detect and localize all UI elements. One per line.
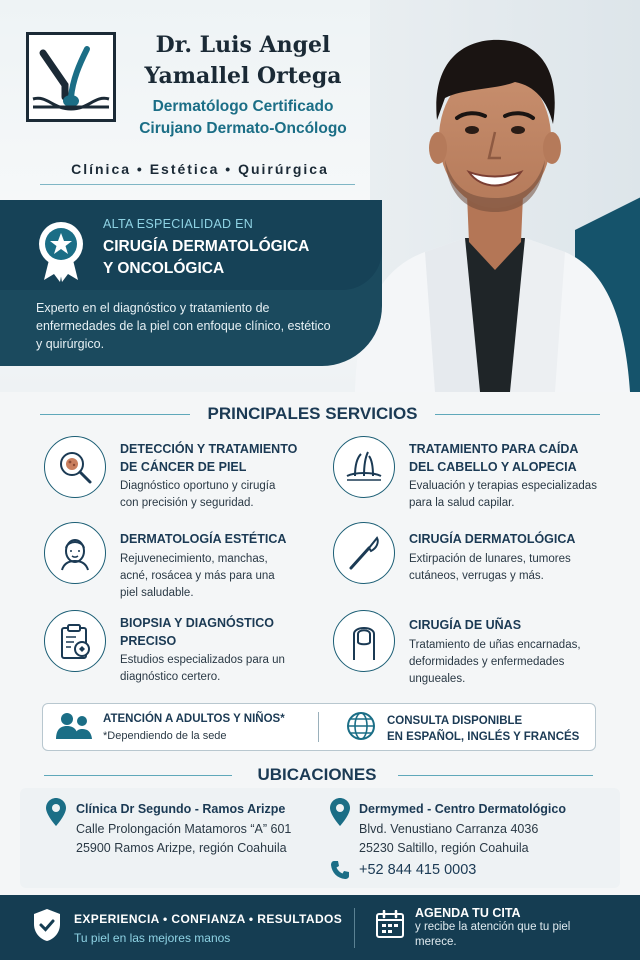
people-icon <box>56 711 92 739</box>
service-hair-loss <box>333 436 623 516</box>
location-address: Calle Prolongación Matamoros “A” 601 25900 Ramos Arizpe, región Coahuila <box>76 822 292 855</box>
services-title: PRINCIPALES SERVICIOS <box>207 404 418 423</box>
service-title: CIRUGÍA DE UÑAS <box>409 618 522 632</box>
service-title: DETECCIÓN Y TRATAMIENTO DE CÁNCER DE PIEL <box>120 442 298 474</box>
scalpel-icon <box>333 522 395 584</box>
doctor-portrait <box>345 20 640 392</box>
fingernail-icon <box>333 610 395 672</box>
service-description: Estudios especializados para un diagnóstico certero. <box>120 654 285 683</box>
hair-follicle-icon <box>333 436 395 498</box>
globe-icon <box>346 711 376 741</box>
location-pin-icon <box>46 798 66 826</box>
banner-kicker: ALTA ESPECIALIDAD EN <box>103 217 254 231</box>
service-title: DERMATOLOGÍA ESTÉTICA <box>120 532 287 546</box>
face-icon <box>44 522 106 584</box>
attention-title: ATENCIÓN A ADULTOS Y NIÑOS* <box>103 713 285 725</box>
divider <box>318 712 319 742</box>
footer-tagline: Tu piel en las mejores manos <box>74 931 231 945</box>
appointment-cta-text: y recibe la atención que tu piel merece. <box>415 921 571 948</box>
service-title: CIRUGÍA DERMATOLÓGICA <box>409 532 576 546</box>
divider <box>40 184 355 185</box>
location-name: Dermymed - Centro Dermatológico <box>359 802 566 816</box>
divider <box>44 775 232 776</box>
service-description: Evaluación y terapias especializadas para la salud capilar. <box>409 480 597 509</box>
service-biopsy <box>44 610 334 690</box>
specialties-line: Clínica • Estética • Quirúrgica <box>71 161 329 177</box>
clinic-logo <box>26 32 116 122</box>
service-description: Extirpación de lunares, tumores cutáneos, verrugas y más. <box>409 553 571 582</box>
service-nail-surgery <box>333 610 623 690</box>
calendar-icon <box>376 910 404 938</box>
appointment-cta-title[interactable]: AGENDA TU CITA <box>415 906 521 920</box>
phone-icon <box>330 860 350 880</box>
service-aesthetic <box>44 522 334 602</box>
clipboard-diagnosis-icon <box>44 610 106 672</box>
locations-title: UBICACIONES <box>257 765 377 784</box>
divider <box>398 775 593 776</box>
service-description: Tratamiento de uñas encarnadas, deformidades y enfermedades ungueales. <box>409 639 581 685</box>
shield-check-icon <box>33 908 61 942</box>
divider <box>40 414 190 415</box>
divider <box>435 414 600 415</box>
service-description: Diagnóstico oportuno y cirugía con precisión y seguridad. <box>120 480 276 509</box>
doctor-name: Dr. Luis Angel Yamallel Ortega <box>144 32 342 89</box>
service-title: BIOPSIA Y DIAGNÓSTICO PRECISO <box>120 616 274 648</box>
service-title: TRATAMIENTO PARA CAÍDA DEL CABELLO Y ALOPECIA <box>409 442 579 474</box>
location-pin-icon <box>330 798 350 826</box>
service-dermatologic-surgery <box>333 522 623 602</box>
service-skin-cancer <box>44 436 334 516</box>
location-name: Clínica Dr Segundo - Ramos Arizpe <box>76 802 286 816</box>
location-address: Blvd. Venustiano Carranza 4036 25230 Saltillo, región Coahuila <box>359 822 539 855</box>
skin-magnifier-icon <box>44 436 106 498</box>
banner-title: CIRUGÍA DERMATOLÓGICA Y ONCOLÓGICA <box>103 238 310 277</box>
award-ribbon-icon <box>36 220 86 282</box>
footer-values: EXPERIENCIA • CONFIANZA • RESULTADOS <box>74 912 343 926</box>
attention-note: *Dependiendo de la sede <box>103 730 227 742</box>
divider <box>354 908 355 948</box>
phone-number[interactable]: +52 844 415 0003 <box>359 862 477 878</box>
banner-description: Experto en el diagnóstico y tratamiento de enfermedades de la piel con enfoque clínico, estético y quirúrgico. <box>36 301 331 351</box>
service-description: Rejuvenecimiento, manchas, acné, rosácea y más para una piel saludable. <box>120 553 275 599</box>
doctor-titles: Dermatólogo Certificado Cirujano Dermato-Oncólogo <box>139 98 347 137</box>
languages-info: CONSULTA DISPONIBLE EN ESPAÑOL, INGLÉS Y FRANCÉS <box>387 715 580 743</box>
